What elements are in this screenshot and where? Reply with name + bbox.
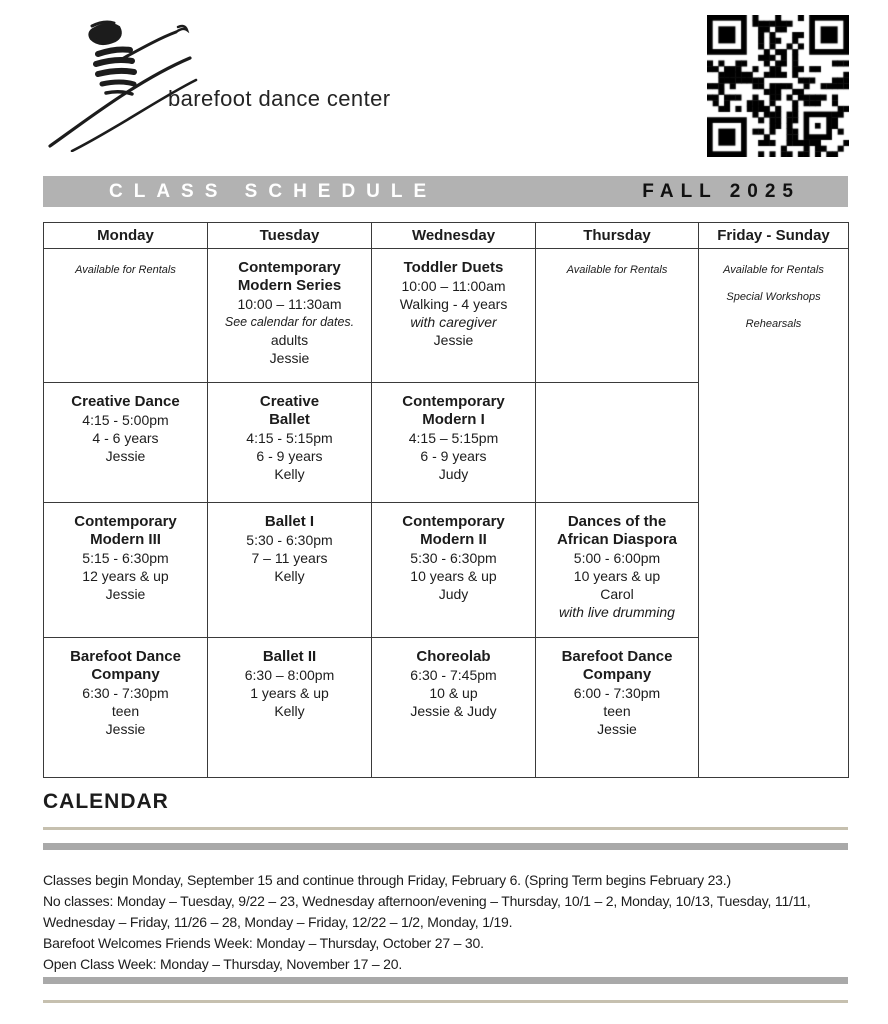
schedule-text-line: Contemporary: [74, 513, 177, 530]
schedule-text-line: Kelly: [274, 703, 305, 719]
schedule-text-line: 4:15 – 5:15pm: [408, 430, 499, 446]
cell-monday-row3: [44, 503, 208, 638]
schedule-text-line: Walking - 4 years: [399, 296, 508, 312]
column-header-friday-sunday: Friday - Sunday: [699, 223, 849, 249]
cell-monday-row1: [44, 249, 208, 383]
schedule-text-line: 4:15 - 5:15pm: [246, 430, 333, 446]
schedule-text-line: Available for Rentals: [566, 264, 668, 276]
schedule-text-line: Dances of the: [567, 513, 667, 530]
schedule-text-line: with live drumming: [559, 604, 675, 620]
cell-thursday-row3: [536, 503, 699, 638]
class-schedule-table: [43, 222, 849, 778]
cell-thursday-row2: [536, 383, 699, 503]
schedule-text-line: Judy: [438, 466, 469, 482]
divider-thin-top: [43, 827, 848, 830]
schedule-text-line: Modern II: [420, 531, 487, 548]
schedule-text-line: Jessie: [105, 721, 146, 737]
schedule-text-line: Special Workshops: [726, 291, 821, 303]
schedule-header-row: [44, 223, 849, 249]
cell-thursday-row1: [536, 249, 699, 383]
schedule-banner: [43, 176, 848, 207]
calendar-line: Open Class Week: Monday – Thursday, November 17 – 20.: [43, 956, 403, 972]
schedule-text-line: Jessie: [105, 448, 146, 464]
schedule-text-line: Barefoot Dance: [70, 648, 181, 665]
schedule-text-line: Creative: [259, 393, 320, 410]
schedule-text-line: 5:15 - 6:30pm: [82, 550, 169, 566]
schedule-text-line: Jessie & Judy: [410, 703, 497, 719]
dancer-sketch-logo-icon: [42, 18, 198, 152]
cell-monday-row4: [44, 638, 208, 778]
calendar-line: No classes: Monday – Tuesday, 9/22 – 23, Wednesday afternoon/evening – Thursday, 10/1 – 2, Monday, 10/13, Tuesday, 11/11,: [43, 893, 811, 909]
cell-tuesday-row1: [208, 249, 372, 383]
schedule-text-line: Barefoot Dance: [561, 648, 673, 665]
schedule-text-line: Modern I: [422, 411, 485, 428]
column-header-wednesday: Wednesday: [372, 223, 536, 249]
schedule-text-line: Kelly: [274, 568, 305, 584]
schedule-text-line: adults: [270, 332, 309, 348]
column-header-tuesday: Tuesday: [208, 223, 372, 249]
cell-monday-row2: [44, 383, 208, 503]
schedule-text-line: Carol: [600, 586, 634, 602]
cell-wednesday-row3: [372, 503, 536, 638]
schedule-text-line: Modern III: [90, 531, 161, 548]
qr-code-icon: [707, 15, 849, 157]
schedule-text-line: 6:30 - 7:30pm: [82, 685, 169, 701]
calendar-line: Wednesday – Friday, 11/26 – 28, Monday – Friday, 12/22 – 1/2, Monday, 1/19.: [43, 914, 513, 930]
schedule-text-line: teen: [603, 703, 631, 719]
schedule-text-line: teen: [111, 703, 140, 719]
schedule-text-line: Ballet I: [264, 513, 315, 530]
cell-tuesday-row4: [208, 638, 372, 778]
schedule-text-line: Choreolab: [416, 648, 491, 665]
schedule-text-line: 12 years & up: [82, 568, 169, 584]
schedule-text-line: 6 - 9 years: [256, 448, 323, 464]
schedule-text-line: Jessie: [105, 586, 146, 602]
schedule-text-line: 5:30 - 6:30pm: [410, 550, 497, 566]
schedule-text-line: 7 – 11 years: [251, 550, 328, 566]
schedule-text-line: Ballet II: [262, 648, 317, 665]
schedule-text-line: 5:30 - 6:30pm: [246, 532, 333, 548]
schedule-text-line: with caregiver: [410, 314, 497, 330]
schedule-text-line: 6:30 - 7:45pm: [410, 667, 497, 683]
divider-thick-bottom: [43, 977, 848, 984]
schedule-text-line: 10:00 – 11:30am: [237, 296, 342, 312]
schedule-row-1: [44, 249, 849, 383]
schedule-text-line: Jessie: [269, 350, 310, 366]
cell-tuesday-row2: [208, 383, 372, 503]
schedule-text-line: Company: [91, 666, 160, 683]
schedule-text-line: Kelly: [274, 466, 305, 482]
calendar-line: Barefoot Welcomes Friends Week: Monday – Thursday, October 27 – 30.: [43, 935, 484, 951]
schedule-text-line: Contemporary: [402, 393, 505, 410]
schedule-text-line: Available for Rentals: [723, 264, 824, 276]
schedule-text-line: 5:00 - 6:00pm: [573, 550, 661, 566]
schedule-text-line: African Diaspora: [556, 531, 678, 548]
schedule-text-line: Contemporary: [238, 259, 341, 276]
banner-title: CLASS SCHEDULE: [109, 180, 438, 202]
schedule-text-line: Jessie: [433, 332, 474, 348]
schedule-text-line: Company: [582, 666, 652, 683]
schedule-text-line: Ballet: [269, 411, 310, 428]
divider-thin-bottom: [43, 1000, 848, 1003]
column-header-monday: Monday: [44, 223, 208, 249]
column-header-thursday: Thursday: [536, 223, 699, 249]
schedule-text-line: Creative Dance: [71, 393, 180, 410]
schedule-text-line: 6 - 9 years: [420, 448, 487, 464]
banner-term: FALL 2025: [642, 180, 800, 202]
schedule-text-line: 10 years & up: [573, 568, 661, 584]
schedule-text-line: Contemporary: [402, 513, 505, 530]
schedule-text-line: 10 & up: [429, 685, 478, 701]
schedule-text-line: 6:00 - 7:30pm: [573, 685, 661, 701]
schedule-text-line: 10 years & up: [410, 568, 497, 584]
brand-name: barefoot dance center: [168, 86, 391, 111]
schedule-text-line: Jessie: [597, 721, 637, 737]
schedule-text-line: Rehearsals: [745, 318, 802, 330]
cell-thursday-row4: [536, 638, 699, 778]
schedule-text-line: Judy: [438, 586, 469, 602]
cell-tuesday-row3: [208, 503, 372, 638]
schedule-text-line: See calendar for dates.: [224, 315, 355, 329]
schedule-text-line: Modern Series: [237, 277, 342, 294]
schedule-text-line: 6:30 – 8:00pm: [244, 667, 335, 683]
cell-wednesday-row2: [372, 383, 536, 503]
schedule-text-line: 10:00 – 11:00am: [401, 278, 506, 294]
calendar-line: Classes begin Monday, September 15 and continue through Friday, February 6. (Spring Term begins February 23.): [43, 872, 731, 888]
calendar-text-block: [43, 870, 863, 975]
cell-friday-row1: [699, 249, 849, 778]
schedule-text-line: Available for Rentals: [75, 264, 176, 276]
schedule-text-line: 4:15 - 5:00pm: [82, 412, 169, 428]
schedule-text-line: 1 years & up: [250, 685, 329, 701]
cell-wednesday-row4: [372, 638, 536, 778]
schedule-text-line: 4 - 6 years: [92, 430, 159, 446]
cell-wednesday-row1: [372, 249, 536, 383]
divider-thick-top: [43, 843, 848, 850]
calendar-heading: CALENDAR: [43, 790, 169, 813]
schedule-text-line: Toddler Duets: [403, 259, 504, 276]
